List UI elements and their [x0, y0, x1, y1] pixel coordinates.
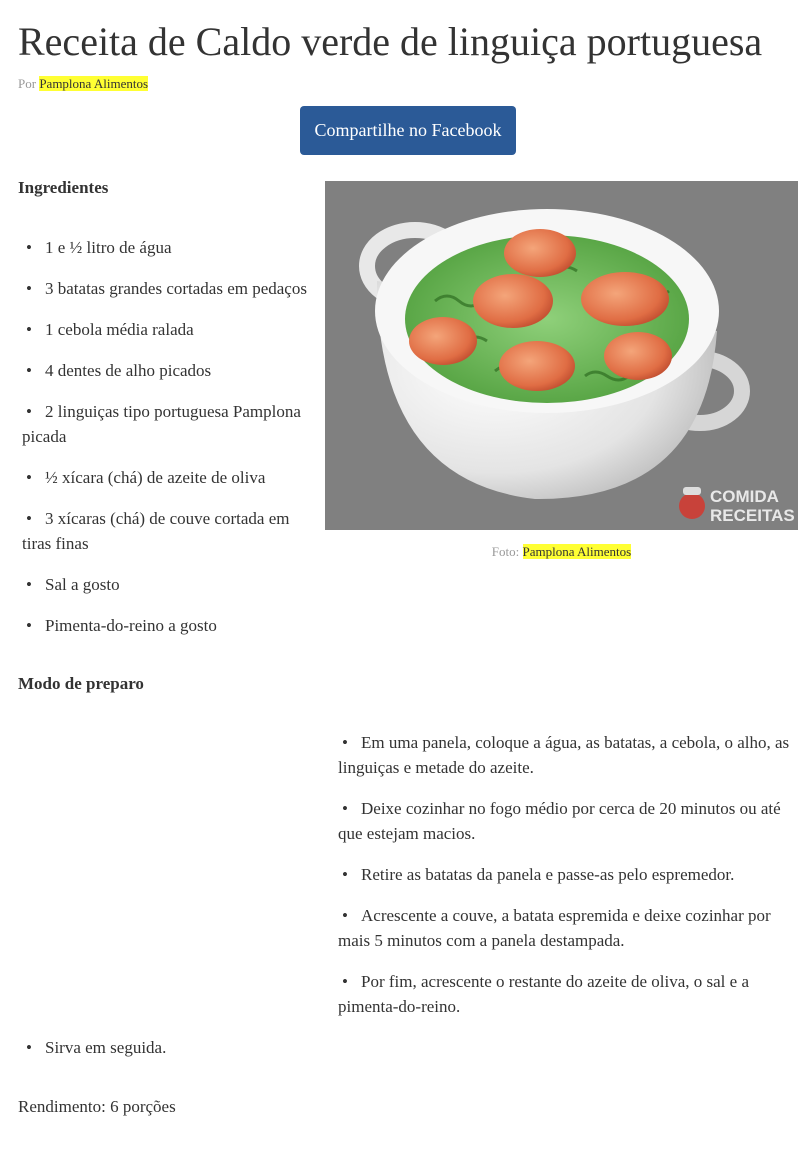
ingredient-item: • Pimenta-do-reino a gosto: [26, 616, 217, 635]
preparation-heading: Modo de preparo: [18, 674, 144, 693]
recipe-yield: Rendimento: 6 porções: [18, 1097, 176, 1116]
recipe-photo: [325, 181, 798, 530]
ingredient-item: • 3 batatas grandes cortadas em pedaços: [26, 279, 307, 298]
ingredient-item: • 1 e ½ litro de água: [26, 238, 172, 257]
facebook-share-button[interactable]: Compartilhe no Facebook: [300, 106, 516, 155]
step-item: • Em uma panela, coloque a água, as batatas, a cebola, o alho, as linguiças e metade do azeite.: [338, 733, 790, 777]
step-item: • Acrescente a couve, a batata espremida e deixe cozinhar por mais 5 minutos com a panela destampada.: [338, 906, 771, 950]
step-item: • Retire as batatas da panela e passe-as pelo espremedor.: [342, 865, 735, 884]
step-item: • Por fim, acrescente o restante do azeite de oliva, o sal e a pimenta-do-reino.: [338, 972, 749, 1016]
recipe-title: Receita de Caldo verde de linguiça portuguesa: [18, 19, 763, 64]
ingredients-heading: Ingredientes: [18, 178, 109, 197]
byline-prefix: Por: [18, 76, 37, 91]
preparation-steps: [338, 730, 793, 1035]
watermark-logo: [679, 487, 795, 525]
author-link[interactable]: Pamplona Alimentos: [39, 76, 149, 91]
caption-author-link[interactable]: Pamplona Alimentos: [522, 544, 632, 559]
ingredients-list: [22, 235, 312, 654]
ingredient-item: • 4 dentes de alho picados: [26, 361, 212, 380]
ingredient-item: • 2 linguiças tipo portuguesa Pamplona picada: [22, 402, 301, 446]
soup-pot-illustration: [325, 181, 798, 530]
step-item: • Sirva em seguida.: [26, 1038, 167, 1057]
step-item: • Deixe cozinhar no fogo médio por cerca de 20 minutos ou até que estejam macios.: [338, 799, 781, 843]
svg-text:COMIDA: COMIDA: [710, 487, 779, 506]
ingredient-item: • 3 xícaras (chá) de couve cortada em tiras finas: [22, 509, 290, 553]
final-step-list: [22, 1035, 312, 1076]
ingredient-item: • ½ xícara (chá) de azeite de oliva: [26, 468, 266, 487]
byline: [18, 76, 148, 92]
ingredient-item: • 1 cebola média ralada: [26, 320, 194, 339]
caption-prefix: Foto:: [491, 544, 520, 559]
ingredient-item: • Sal a gosto: [26, 575, 120, 594]
svg-text:RECEITAS: RECEITAS: [710, 506, 795, 525]
photo-caption: [325, 544, 798, 560]
